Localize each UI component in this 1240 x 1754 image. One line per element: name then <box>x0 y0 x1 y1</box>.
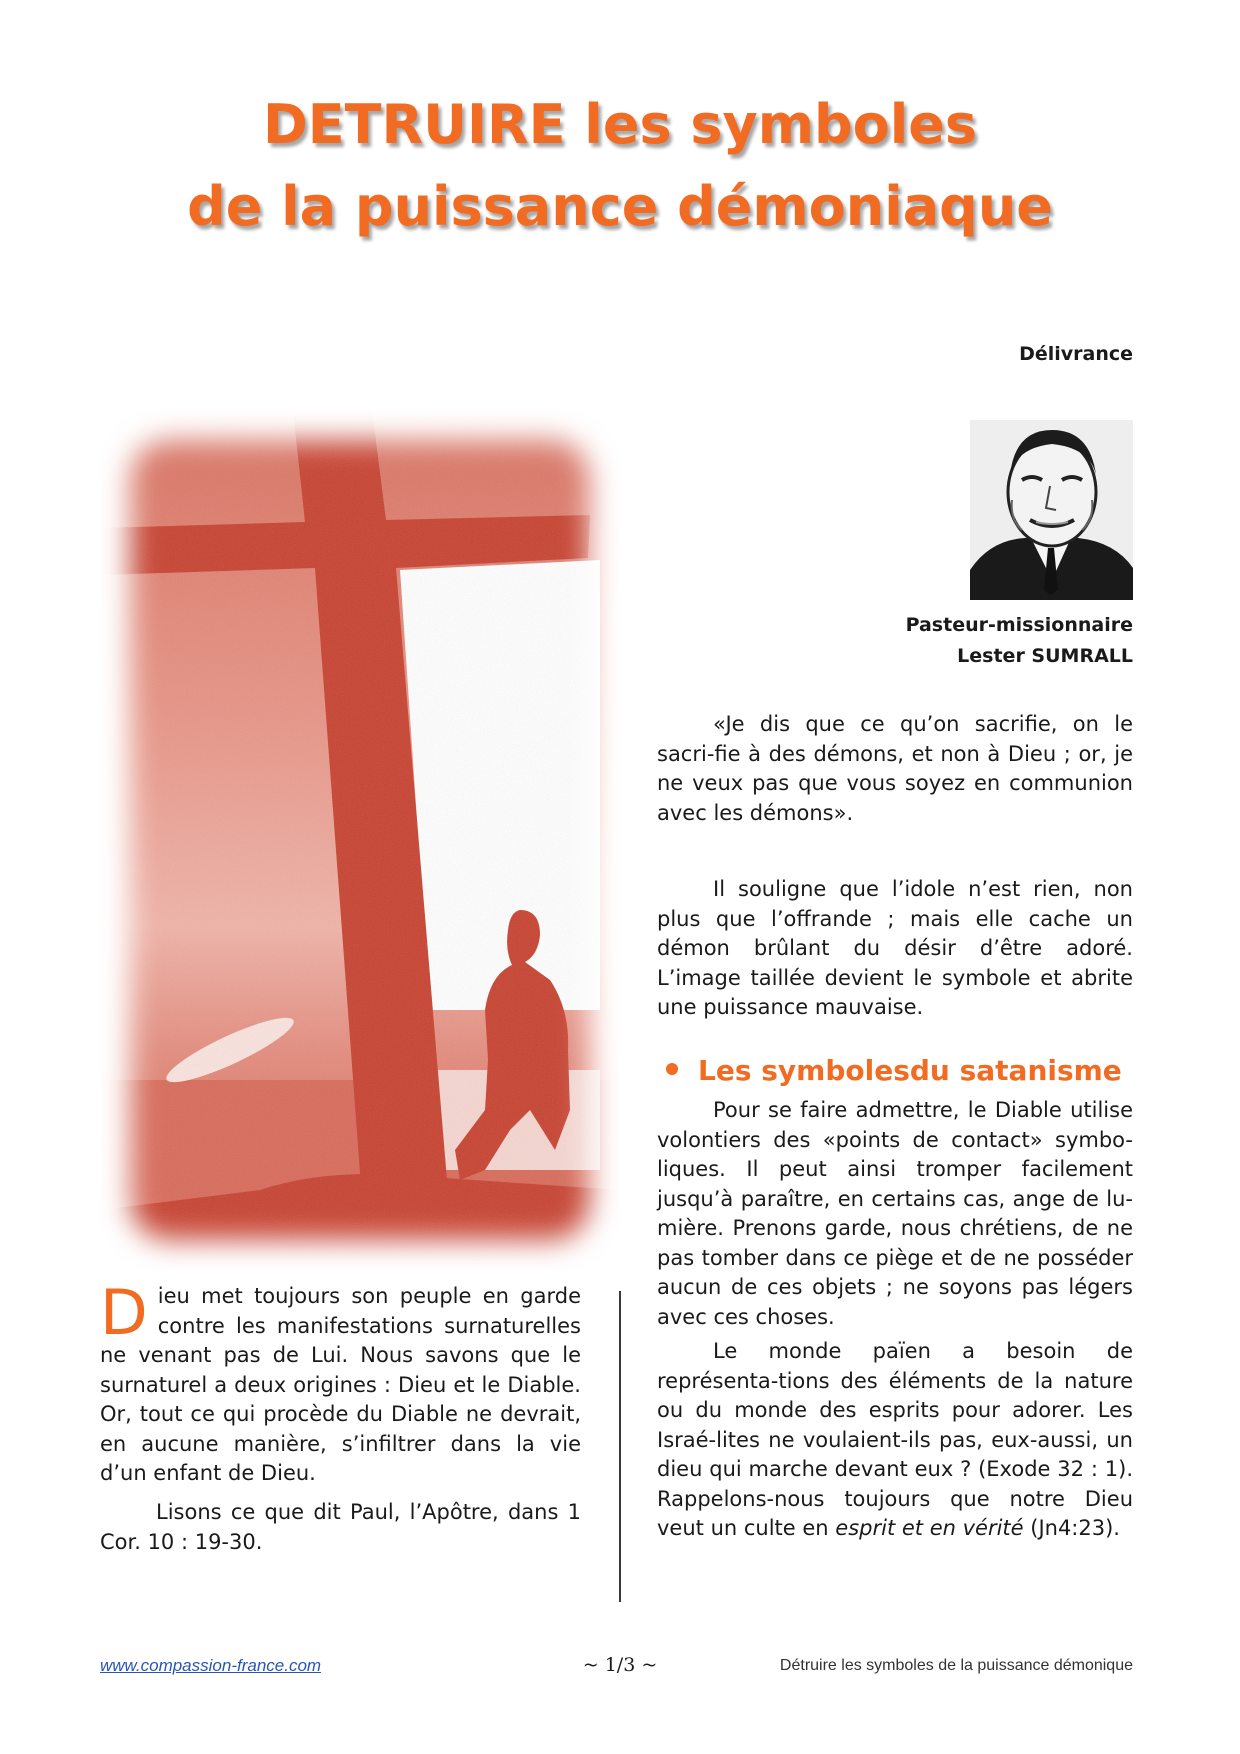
reference-block <box>100 1498 581 1557</box>
commentary-paragraph: Il souligne que l’idole n’est rien, non plus que l’offrande ; mais elle cache un démon brûlant du désir d’être adoré. L’image taillée devient le symbole et abrite une puissance mauvaise. <box>657 877 1133 1019</box>
bullet-icon <box>666 1063 678 1075</box>
author-role: Pasteur-missionnaire <box>905 614 1133 636</box>
reference-paragraph: Lisons ce que dit Paul, l’Apôtre, dans 1 Cor. 10 : 19-30. <box>100 1500 581 1554</box>
quote-paragraph: «Je dis que ce qu’on sacrifie, on le sacri-fie à des démons, et non à Dieu ; or, je ne veux pas que vous soyez en communion avec les démons». <box>657 712 1133 825</box>
quote-block <box>657 710 1133 828</box>
commentary-block <box>657 875 1133 1023</box>
pagan-block <box>657 1337 1133 1544</box>
intro-paragraph <box>100 1276 581 1489</box>
website-link[interactable]: www.compassion-france.com <box>100 1656 322 1675</box>
pagan-paragraph <box>657 1337 1133 1544</box>
intro-block <box>100 1276 581 1489</box>
section-heading <box>666 1054 1122 1087</box>
satanism-paragraph: Pour se faire admettre, le Diable utilise volontiers des «points de contact» symbo-liques. Il peut ainsi tromper facilement jusqu’à paraître, en certains cas, ange de lu-mière. Prenons garde, nous chrétiens, de ne pas tomber dans ce piège et de ne posséder aucun de ces objets ; ne soyons pas légers avec ces choses. <box>657 1098 1133 1329</box>
cross-silhouette-icon <box>100 410 620 1270</box>
section-heading-text: Les symbolesdu satanisme <box>698 1054 1122 1087</box>
title-line-2: de la puissance démoniaque <box>187 175 1053 238</box>
footer-document-title: Détruire les symboles de la puissance démonique <box>779 1657 1133 1674</box>
author-portrait <box>970 420 1133 600</box>
pagan-text-start: Le monde païen a besoin de représenta-tions des éléments de la nature ou du monde des esprits pour adorer. Les Israé-lites ne voulaient-ils pas, eux-aussi, un dieu qui marche devant eux ? (Exode 32 : 1). Rappelons-nous toujours que notre Dieu veut un culte en <box>657 1339 1133 1540</box>
intro-text: ieu met toujours son peuple en garde contre les manifestations surnaturelles ne venant pas de Lui. Nous savons que le surnaturel a deux origines : Dieu et le Diable. Or, tout ce qui procède du Diable ne devrait, en aucune manière, s’infiltrer dans la vie d’un enfant de Dieu. <box>100 1284 581 1485</box>
satanism-block <box>657 1096 1133 1332</box>
column-divider <box>619 1291 621 1602</box>
drop-cap: D <box>100 1276 148 1349</box>
title-line-1: DETRUIRE les symboles <box>262 93 978 156</box>
page-number: ~ 1/3 ~ <box>582 1654 658 1676</box>
section-label: Délivrance <box>1019 343 1133 365</box>
author-name: Lester SUMRALL <box>957 645 1133 667</box>
portrait-icon <box>970 420 1133 600</box>
cross-illustration <box>100 410 620 1270</box>
pagan-text-end: (Jn4:23). <box>1023 1516 1120 1540</box>
pagan-text-italic: esprit et en vérité <box>835 1516 1024 1540</box>
